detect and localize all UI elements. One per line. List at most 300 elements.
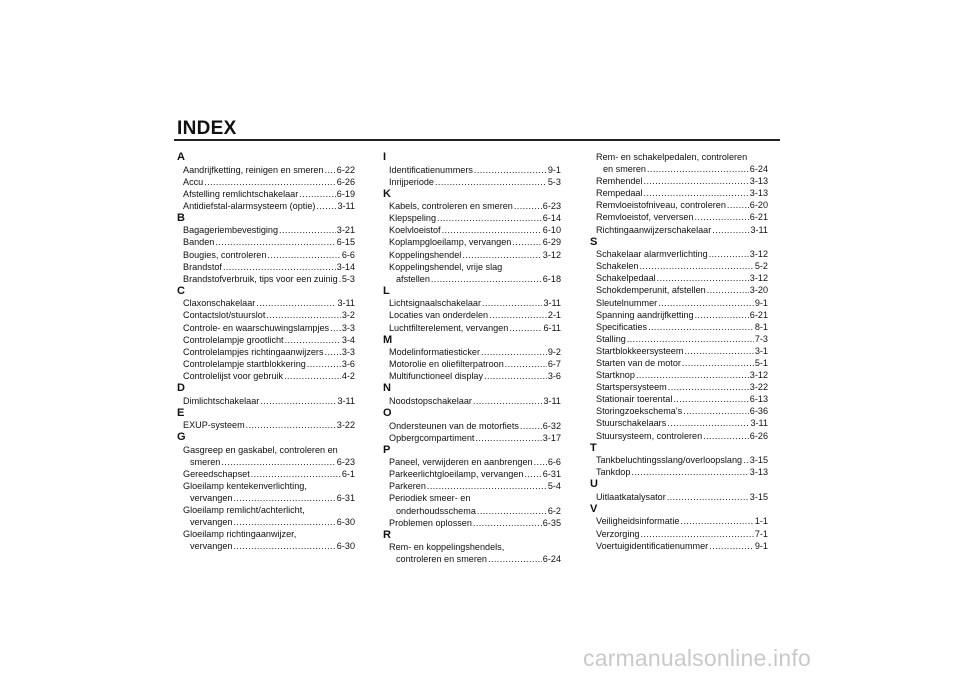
dot-leader <box>489 309 547 321</box>
index-entry[interactable] <box>177 468 355 480</box>
index-entry[interactable] <box>383 236 561 248</box>
index-entry[interactable] <box>590 381 768 393</box>
index-entry[interactable] <box>177 188 355 200</box>
index-entry-text: Koplampgloeilamp, vervangen <box>389 237 512 248</box>
index-entry[interactable] <box>590 515 768 527</box>
index-entry-text: Startblokkeersysteem <box>596 345 684 356</box>
index-entry-page: 3-22 <box>336 420 355 431</box>
section-letter: D <box>177 382 185 394</box>
index-entry-lead: Periodiek smeer- en <box>389 493 471 504</box>
dot-leader <box>477 505 547 517</box>
index-entry[interactable] <box>177 358 355 370</box>
index-entry-page: 6-23 <box>336 456 355 467</box>
index-entry-text: Remvloeistof, verversen <box>596 212 694 223</box>
dot-leader <box>233 540 335 552</box>
index-entry[interactable] <box>590 417 768 429</box>
index-entry[interactable] <box>590 284 768 296</box>
dot-leader <box>279 224 336 236</box>
index-entry-text: Identificatienummers <box>389 164 473 175</box>
index-entry[interactable] <box>590 405 768 417</box>
index-entry[interactable] <box>177 516 355 528</box>
dot-leader <box>284 370 341 382</box>
index-entry[interactable] <box>177 261 355 273</box>
index-entry-page: 3-17 <box>542 432 561 443</box>
index-entry-page: 6-29 <box>542 237 561 248</box>
dot-leader <box>534 456 547 468</box>
dot-leader <box>488 553 542 565</box>
index-entry-page: 3-11 <box>543 298 561 309</box>
dot-leader <box>233 492 335 504</box>
index-entry-page: 5-3 <box>547 176 561 187</box>
index-entry-text: Lichtsignaalschakelaar <box>389 298 482 309</box>
dot-leader <box>223 261 336 273</box>
index-entry-text: Contactslot/stuurslot <box>183 310 266 321</box>
index-entry-text: Paneel, verwijderen en aanbrengen <box>389 457 533 468</box>
index-entry[interactable] <box>590 345 768 357</box>
index-entry-text: Controle- en waarschuwingslampjes <box>183 322 330 333</box>
index-entry-page: 3-11 <box>337 298 355 309</box>
dot-leader <box>325 164 336 176</box>
dot-leader <box>667 491 749 503</box>
dot-leader <box>712 224 749 236</box>
index-entry-lead: Gloeilamp richtingaanwijzer, <box>183 529 297 540</box>
index-entry-text: controleren en smeren <box>396 554 487 565</box>
index-entry-text: Brandstofverbruik, tips voor een zuinig <box>183 273 338 284</box>
index-entry-text: Schakelaar alarmverlichting <box>596 249 708 260</box>
index-entry-page: 9-1 <box>754 297 768 308</box>
index-entry[interactable] <box>383 273 561 285</box>
index-entry-page: 3-3 <box>341 322 355 333</box>
index-entry-text: Koppelingshendel <box>389 249 462 260</box>
dot-leader <box>644 187 749 199</box>
dot-leader <box>703 430 749 442</box>
index-entry-page: 6-15 <box>336 237 355 248</box>
dot-leader <box>482 297 542 309</box>
index-entry-text: Bagageriembevestiging <box>183 225 279 236</box>
section-letter: E <box>177 406 185 419</box>
index-entry-text: Modelinformatiesticker <box>389 347 480 358</box>
dot-leader <box>684 345 753 357</box>
dot-leader <box>682 357 754 369</box>
index-entry-text: Controlelampje grootlicht <box>183 334 284 345</box>
index-entry-page: 9-1 <box>754 540 768 551</box>
index-entry-page: 5-4 <box>547 481 561 492</box>
index-entry-page: 6-7 <box>547 359 561 370</box>
index-entry-page: 6-24 <box>749 164 768 175</box>
dot-leader <box>473 517 542 529</box>
index-entry-text: Noodstopschakelaar <box>389 395 472 406</box>
index-entry-text: Controlelampje startblokkering <box>183 358 306 369</box>
index-entry[interactable] <box>590 528 768 540</box>
index-entry[interactable] <box>590 454 768 466</box>
index-entry-lead: Koppelingshendel, vrije slag <box>389 261 503 272</box>
index-entry[interactable] <box>590 248 768 260</box>
index-entry[interactable] <box>383 176 561 188</box>
index-entry[interactable] <box>383 322 561 334</box>
index-entry-page: 6-26 <box>749 430 768 441</box>
index-entry-lead: Rem- en schakelpedalen, controleren <box>596 152 748 162</box>
index-column-1 <box>177 151 355 553</box>
index-entry-text: Luchtfilterelement, vervangen <box>389 322 509 333</box>
index-entry-page: 6-18 <box>542 273 561 284</box>
index-entry-page: 6-2 <box>547 505 561 516</box>
index-entry-text: Veiligheidsinformatie <box>596 516 680 527</box>
dot-leader <box>266 309 340 321</box>
index-entry[interactable] <box>590 540 768 552</box>
index-entry-text: Startknop <box>596 370 635 381</box>
index-entry-page: 6-36 <box>749 406 768 417</box>
index-entry-text: Claxonschakelaar <box>183 298 256 309</box>
index-entry-page: 3-6 <box>547 371 561 382</box>
index-entry[interactable] <box>590 357 768 369</box>
index-entry-text: Klepspeling <box>389 213 437 224</box>
dot-leader <box>709 248 749 260</box>
index-entry-text: Multifunctioneel display <box>389 371 484 382</box>
index-entry-text: Richtingaanwijzerschakelaar <box>596 224 712 235</box>
section-letter: I <box>383 151 387 163</box>
index-entry-text: Remvloeistofniveau, controleren <box>596 200 726 211</box>
index-entry-text: en smeren <box>603 164 646 175</box>
index-entry-page: 6-6 <box>547 457 561 468</box>
index-entry-page: 3-11 <box>337 395 355 406</box>
dot-leader <box>524 468 541 480</box>
index-entry-page: 6-21 <box>749 212 768 223</box>
dot-leader <box>667 417 749 429</box>
index-entry-text: afstellen <box>396 273 430 284</box>
dot-leader <box>260 395 336 407</box>
index-entry-page: 3-1 <box>754 345 768 356</box>
dot-leader <box>481 346 547 358</box>
dot-leader <box>325 346 341 358</box>
index-entry-text: Afstelling remlichtschakelaar <box>183 188 299 199</box>
index-entry[interactable] <box>590 211 768 223</box>
dot-leader <box>639 260 753 272</box>
index-entry-text: Aandrijfketting, reinigen en smeren <box>183 164 324 175</box>
dot-leader <box>627 333 754 345</box>
index-entry-text: Remhendel <box>596 176 643 187</box>
dot-leader <box>727 199 749 211</box>
index-entry-page: 3-12 <box>749 249 768 260</box>
index-entry-page: 6-10 <box>542 225 561 236</box>
dot-leader <box>520 420 542 432</box>
dot-leader <box>683 405 749 417</box>
index-entry[interactable] <box>590 309 768 321</box>
section-letter: S <box>590 235 598 248</box>
index-entry-page: 3-13 <box>749 176 768 187</box>
index-entry-page: 6-21 <box>749 309 768 320</box>
index-entry-text: Voertuigidentificatienummer <box>596 540 709 551</box>
index-entry-text: Bougies, controleren <box>183 249 267 260</box>
index-entry-page: 3-14 <box>336 261 355 272</box>
index-entry[interactable] <box>590 466 768 478</box>
index-entry[interactable] <box>383 346 561 358</box>
index-entry-text: Motorolie en oliefilterpatroon <box>389 359 504 370</box>
section-letter: R <box>383 528 391 541</box>
index-entry-page: 3-2 <box>341 310 355 321</box>
index-entry-page: 5-2 <box>754 261 768 272</box>
index-entry-text: Opbergcompartiment <box>389 432 475 443</box>
section-letter: M <box>383 333 393 346</box>
index-entry[interactable] <box>383 212 561 224</box>
dot-leader <box>657 272 749 284</box>
index-entry[interactable] <box>383 370 561 382</box>
index-entry[interactable] <box>177 249 355 261</box>
index-entry-page: 6-30 <box>336 541 355 552</box>
index-entry[interactable] <box>590 187 768 199</box>
dot-leader <box>339 273 341 285</box>
index-entry[interactable] <box>383 553 561 565</box>
dot-leader <box>299 188 336 200</box>
section-letter: V <box>590 502 598 515</box>
index-entry-page: 3-6 <box>341 358 355 369</box>
dot-leader <box>204 176 336 188</box>
dot-leader <box>658 297 754 309</box>
index-entry-page: 9-2 <box>547 347 561 358</box>
index-entry-text: Schakelpedaal <box>596 273 656 284</box>
index-entry-page: 1-1 <box>754 516 768 527</box>
index-entry-page: 8-1 <box>754 321 768 332</box>
index-entry[interactable] <box>590 369 768 381</box>
index-entry[interactable] <box>590 333 768 345</box>
dot-leader <box>427 480 547 492</box>
index-entry-page: 3-13 <box>749 188 768 199</box>
dot-leader <box>707 284 749 296</box>
index-entry[interactable] <box>177 492 355 504</box>
index-entry-text: Gereedschapset <box>183 468 250 479</box>
index-entry-text: Verzorging <box>596 528 640 539</box>
section-letter: A <box>177 151 185 163</box>
index-entry-page: 5-3 <box>341 273 355 284</box>
index-entry[interactable] <box>590 175 768 187</box>
index-entry[interactable] <box>383 309 561 321</box>
index-entry[interactable] <box>590 224 768 236</box>
dot-leader <box>442 224 542 236</box>
index-entry[interactable] <box>590 393 768 405</box>
index-entry[interactable] <box>177 346 355 358</box>
index-entry-page: 6-13 <box>749 394 768 405</box>
index-entry-text: vervangen <box>190 493 233 504</box>
index-entry-text: Inrijperiode <box>389 176 434 187</box>
index-entry-text: Brandstof <box>183 261 222 272</box>
index-entry-page: 6-14 <box>542 213 561 224</box>
index-entry-page: 6-6 <box>341 249 355 260</box>
dot-leader <box>473 395 543 407</box>
dot-leader <box>256 297 336 309</box>
index-entry[interactable] <box>383 480 561 492</box>
index-entry-page: 6-26 <box>336 176 355 187</box>
index-entry-text: Banden <box>183 237 215 248</box>
index-entry[interactable] <box>177 200 355 212</box>
index-entry-page: 6-31 <box>336 493 355 504</box>
index-entry[interactable] <box>177 370 355 382</box>
dot-leader <box>695 309 749 321</box>
index-entry[interactable] <box>177 236 355 248</box>
index-entry-text: Startspersysteem <box>596 382 667 393</box>
index-entry-page: 6-1 <box>341 468 355 479</box>
index-entry-text: Sleutelnummer <box>596 297 658 308</box>
index-entry-text: Starten van de motor <box>596 358 681 368</box>
index-entry-text: Dimlichtschakelaar <box>183 395 260 406</box>
index-entry-page: 2-1 <box>547 310 561 321</box>
index-entry-page: 3-11 <box>543 395 561 406</box>
index-entry-page: 3-21 <box>336 225 355 236</box>
dot-leader <box>251 468 341 480</box>
index-entry[interactable] <box>177 176 355 188</box>
index-entry-text: vervangen <box>190 541 233 552</box>
index-entry-lead: Gloeilamp kentekenverlichting, <box>183 480 307 491</box>
index-entry-text: Ondersteunen van de motorfiets <box>389 420 519 431</box>
index-entry-page: 6-22 <box>336 164 355 175</box>
dot-leader <box>647 163 749 175</box>
index-entry-text: Schokdemperunit, afstellen <box>596 285 706 296</box>
index-entry-text: EXUP-systeem <box>183 420 245 431</box>
index-entry-page: 6-24 <box>542 554 561 565</box>
index-entry[interactable] <box>590 272 768 284</box>
index-entry[interactable] <box>177 322 355 334</box>
dot-leader <box>668 381 749 393</box>
index-entry[interactable] <box>383 432 561 444</box>
section-letter: K <box>383 187 391 200</box>
index-entry-text: Parkeren <box>389 481 426 492</box>
index-entry[interactable] <box>383 456 561 468</box>
index-entry-text: Schakelen <box>596 261 639 272</box>
index-entry[interactable] <box>177 419 355 431</box>
index-entry[interactable] <box>177 456 355 468</box>
index-entry[interactable] <box>383 517 561 529</box>
index-entry-page: 6-20 <box>749 200 768 211</box>
index-entry-lead: Gasgreep en gaskabel, controleren en <box>183 444 338 455</box>
section-letter: G <box>177 431 186 444</box>
dot-leader <box>246 419 336 431</box>
dot-leader <box>631 466 748 478</box>
index-entry-lead: Rem- en koppelingshendels, <box>389 542 505 553</box>
index-entry-page: 3-12 <box>749 370 768 381</box>
index-entry-page: 3-22 <box>749 382 768 393</box>
index-entry-text: Kabels, controleren en smeren <box>389 201 513 212</box>
index-entry-text: Storingzoekschema's <box>596 406 683 417</box>
index-entry[interactable] <box>383 224 561 236</box>
index-entry[interactable] <box>590 321 768 333</box>
dot-leader <box>509 322 542 334</box>
index-entry-page: 6-11 <box>543 322 561 333</box>
dot-leader <box>221 456 335 468</box>
index-entry-text: onderhoudsschema <box>396 505 476 516</box>
index-entry[interactable] <box>383 505 561 517</box>
section-letter: C <box>177 284 185 297</box>
index-column-3 <box>590 151 768 552</box>
index-entry[interactable] <box>383 164 561 176</box>
index-entry[interactable] <box>590 491 768 503</box>
index-entry[interactable] <box>383 358 561 370</box>
index-entry-text: Parkeerlichtgloeilamp, vervangen <box>389 469 524 480</box>
index-entry-text: Stationair toerental <box>596 394 673 405</box>
index-entry[interactable] <box>177 273 355 285</box>
index-entry[interactable] <box>383 468 561 480</box>
dot-leader <box>695 211 749 223</box>
index-entry-page: 3-4 <box>341 334 355 345</box>
index-entry-text: Stuursysteem, controleren <box>596 430 703 441</box>
index-entry-text: Stalling <box>596 333 626 344</box>
dot-leader <box>462 249 541 261</box>
section-letter: P <box>383 443 391 456</box>
index-entry-text: Stuurschakelaars <box>596 418 667 429</box>
index-entry-page: 4-2 <box>341 370 355 381</box>
section-letter: N <box>383 382 391 395</box>
index-entry[interactable] <box>383 200 561 212</box>
dot-leader <box>233 516 335 528</box>
dot-leader <box>505 358 547 370</box>
index-entry-page: 3-13 <box>749 467 768 478</box>
index-entry-page: 3-15 <box>749 455 768 466</box>
watermark: carmanualsonline.info <box>583 645 811 671</box>
dot-leader <box>512 236 541 248</box>
dot-leader <box>475 432 541 444</box>
index-entry[interactable] <box>177 309 355 321</box>
index-entry-text: vervangen <box>190 517 233 528</box>
dot-leader <box>680 515 753 527</box>
index-entry[interactable] <box>177 540 355 552</box>
index-entry[interactable] <box>177 164 355 176</box>
index-entry-page: 6-32 <box>542 420 561 431</box>
index-entry[interactable] <box>177 224 355 236</box>
dot-leader <box>267 249 340 261</box>
index-entry-page: 3-11 <box>337 200 355 211</box>
index-entry[interactable] <box>590 430 768 442</box>
section-letter: O <box>383 407 392 419</box>
dot-leader <box>431 273 542 285</box>
index-entry[interactable] <box>590 260 768 272</box>
index-entry[interactable] <box>590 297 768 309</box>
index-entry-page: 6-35 <box>542 517 561 528</box>
dot-leader <box>474 164 547 176</box>
index-entry[interactable] <box>590 163 768 175</box>
index-entry[interactable] <box>177 395 355 407</box>
index-entry-page: 6-19 <box>336 188 355 199</box>
index-entry-text: Problemen oplossen <box>389 517 472 528</box>
index-entry-text: Controlelijst voor gebruik <box>183 370 284 381</box>
index-entry-text: Uitlaatkatalysator <box>596 491 666 502</box>
index-entry[interactable] <box>590 199 768 211</box>
index-entry-text: Tankdop <box>596 467 631 478</box>
page-title: INDEX <box>177 118 237 139</box>
index-entry[interactable] <box>383 395 561 407</box>
index-entry-page: 3-12 <box>749 273 768 284</box>
index-entry-page: 5-1 <box>754 358 768 368</box>
index-entry[interactable] <box>383 297 561 309</box>
index-entry-page: 9-1 <box>547 164 561 175</box>
index-entry-page: 6-30 <box>336 517 355 528</box>
dot-leader <box>514 200 542 212</box>
dot-leader <box>644 175 749 187</box>
dot-leader <box>285 334 341 346</box>
index-entry-text: Koelvloeistof <box>389 225 441 236</box>
index-entry-text: Controlelampjes richtingaanwijzers <box>183 346 324 357</box>
index-entry[interactable] <box>177 334 355 346</box>
dot-leader <box>636 369 749 381</box>
section-letter: B <box>177 211 185 224</box>
dot-leader <box>640 528 753 540</box>
dot-leader <box>437 212 542 224</box>
index-entry-page: 6-23 <box>542 201 561 212</box>
index-entry-text: smeren <box>190 456 221 467</box>
dot-leader <box>435 176 547 188</box>
index-entry[interactable] <box>383 249 561 261</box>
dot-leader <box>743 454 749 466</box>
index-entry[interactable] <box>177 297 355 309</box>
index-entry-page: 7-1 <box>754 528 768 539</box>
index-entry[interactable] <box>383 420 561 432</box>
index-entry-text: Accu <box>183 176 204 187</box>
